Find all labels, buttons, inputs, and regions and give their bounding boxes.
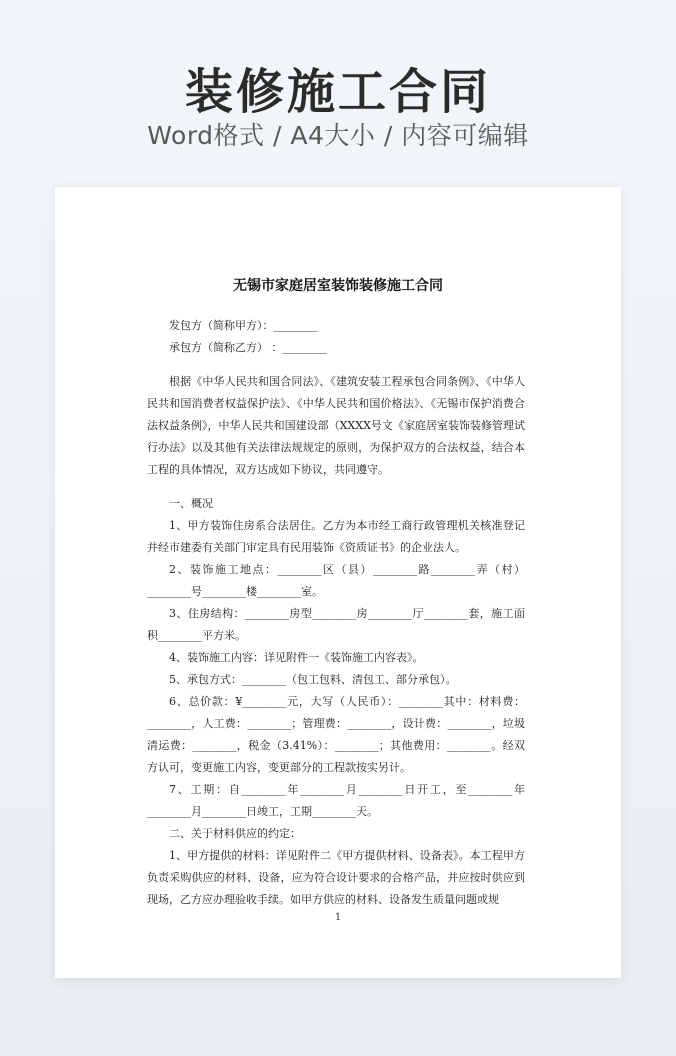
banner-title: 装修施工合同 [184, 64, 491, 120]
document-title: 无锡市家庭居室装饰装修施工合同 [233, 278, 443, 294]
clause-1-1: 1、甲方装饰住房系合法居住。乙方为本市经工商行政管理机关核准登记并经市建委有关部门审定具有民用装饰《资质证书》的企业法人。 [147, 519, 525, 554]
preamble-block [147, 371, 525, 481]
clause-1-7: 7、工期：自________年________月________日开工，至________年________月________日竣工，工期________天。 [147, 783, 525, 818]
clause-2-1: 1、甲方提供的材料：详见附件二《甲方提供材料、设备表》。本工程甲方负责采购供应的材料、设备，应为符合设计要求的合格产品，并应按时供应到现场，乙方应办理验收手续。如甲方供应的材料、设备发生质量问题或规 [147, 849, 525, 906]
contract-body [147, 493, 525, 911]
preamble-paragraph: 根据《中华人民共和国合同法》、《建筑安装工程承包合同条例》、《中华人民共和国消费者权益保护法》、《中华人民共和国价格法》、《无锡市保护消费合法权益条例》，中华人民共和国建设部（XXXX号文《家庭居室装饰装修管理试行办法》以及其他有关法律法规规定的原则，为保护双方的合法权益，结合本工程的具体情况，双方达成如下协议，共同遵守。 [147, 375, 525, 476]
clause-1-2: 2、装饰施工地点：________区（县）________路________弄（村）________号________楼________室。 [147, 563, 525, 598]
clause-1-3: 3、住房结构：________房型________房________厅________套，施工面积________平方米。 [147, 607, 525, 642]
clause-1-5: 5、承包方式：________（包工包料、清包工、部分承包）。 [169, 673, 457, 686]
clause-1-6: 6、总价款：¥________元，大写（人民币）：________其中：材料费：________，人工费：________；管理费：________，设计费：________，垃圾清运费：________，税金（3.41%）：________；其他费用：________。经双方认可，变更施工内容，变更部分的工程款按实另计。 [147, 695, 525, 774]
party-a-line: 发包方（简称甲方）：________ [169, 319, 318, 332]
clause-1-4: 4、装饰施工内容：详见附件一《装饰施工内容表》。 [169, 651, 424, 664]
section-heading-materials: 二、关于材料供应的约定： [169, 827, 301, 840]
document-page [55, 187, 621, 978]
party-b-line: 承包方（简称乙方） ：________ [169, 341, 327, 354]
section-heading-overview: 一、概况 [169, 497, 213, 510]
page-number: 1 [334, 912, 342, 923]
banner-subtitle: Word格式 / A4大小 / 内容可编辑 [147, 121, 529, 150]
